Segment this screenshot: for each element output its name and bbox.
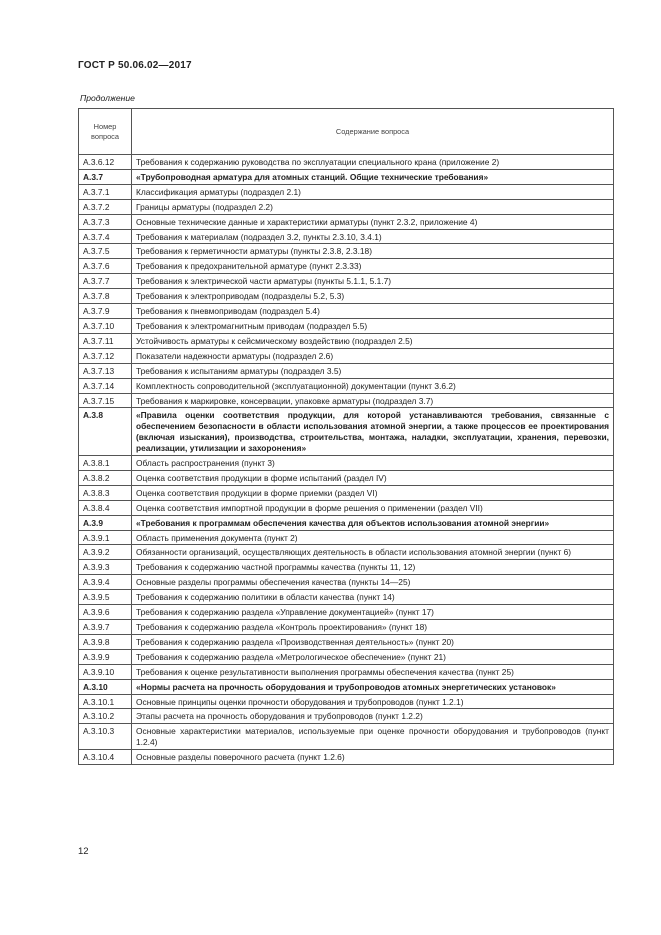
question-number: А.3.9.2 xyxy=(79,545,132,560)
question-number: А.3.7.15 xyxy=(79,393,132,408)
table-row xyxy=(79,515,614,530)
question-number: А.3.8.4 xyxy=(79,500,132,515)
table-row xyxy=(79,590,614,605)
table-row xyxy=(79,169,614,184)
table-row xyxy=(79,750,614,765)
question-content: Основные разделы программы обеспечения качества (пункты 14—25) xyxy=(132,575,614,590)
question-content: Требования к содержанию раздела «Контроль проектирования» (пункт 18) xyxy=(132,620,614,635)
question-number: А.3.10 xyxy=(79,679,132,694)
question-number: А.3.9.10 xyxy=(79,664,132,679)
question-content: Требования к электроприводам (подразделы 5.2, 5.3) xyxy=(132,289,614,304)
question-content: Оценка соответствия продукции в форме приемки (раздел VI) xyxy=(132,485,614,500)
table-row xyxy=(79,485,614,500)
table-body xyxy=(79,155,614,765)
question-content: «Нормы расчета на прочность оборудования и трубопроводов атомных энергетических установок» xyxy=(132,679,614,694)
question-number: А.3.7.3 xyxy=(79,214,132,229)
page-number: 12 xyxy=(78,846,89,857)
question-content: Основные характеристики материалов, используемые при оценке прочности оборудования и трубопроводов (пункт 1.2.4) xyxy=(132,724,614,750)
question-content: Показатели надежности арматуры (подраздел 2.6) xyxy=(132,348,614,363)
question-content: Основные разделы поверочного расчета (пункт 1.2.6) xyxy=(132,750,614,765)
question-number: А.3.9.9 xyxy=(79,649,132,664)
column-header-number: Номер вопроса xyxy=(79,109,132,155)
table-row xyxy=(79,333,614,348)
table-row xyxy=(79,530,614,545)
table-header-row xyxy=(79,109,614,155)
question-number: А.3.9.5 xyxy=(79,590,132,605)
question-content: Основные принципы оценки прочности оборудования и трубопроводов (пункт 1.2.1) xyxy=(132,694,614,709)
question-number: А.3.7.12 xyxy=(79,348,132,363)
question-content: Этапы расчета на прочность оборудования и трубопроводов (пункт 1.2.2) xyxy=(132,709,614,724)
question-number: А.3.7.7 xyxy=(79,274,132,289)
question-number: А.3.8.1 xyxy=(79,456,132,471)
question-number: А.3.8.3 xyxy=(79,485,132,500)
column-header-content: Содержание вопроса xyxy=(132,109,614,155)
table-row xyxy=(79,244,614,259)
table-row xyxy=(79,199,614,214)
question-number: А.3.9.8 xyxy=(79,634,132,649)
question-content: Требования к содержанию раздела «Управление документацией» (пункт 17) xyxy=(132,605,614,620)
question-content: «Правила оценки соответствия продукции, для которой устанавливаются требования, связанные с обеспечением безопасности в области использования атомной энергии, а также процессов ее проектирования (включая изыскания), производства, строительства, монтажа, наладки, эксплуатации, хранения, перевозки, реализации, утилизации и захоронения» xyxy=(132,408,614,456)
question-number: А.3.7.11 xyxy=(79,333,132,348)
table-row xyxy=(79,620,614,635)
question-number: А.3.10.3 xyxy=(79,724,132,750)
question-content: Требования к содержанию раздела «Метрологическое обеспечение» (пункт 21) xyxy=(132,649,614,664)
table-row xyxy=(79,259,614,274)
question-content: «Трубопроводная арматура для атомных станций. Общие технические требования» xyxy=(132,169,614,184)
question-content: Требования к электромагнитным приводам (подраздел 5.5) xyxy=(132,318,614,333)
question-content: Требования к оценке результативности выполнения программы обеспечения качества (пункт 25) xyxy=(132,664,614,679)
table-row xyxy=(79,575,614,590)
question-number: А.3.9.3 xyxy=(79,560,132,575)
table-row xyxy=(79,318,614,333)
questions-table-container xyxy=(78,108,614,765)
question-content: Область распространения (пункт 3) xyxy=(132,456,614,471)
table-row xyxy=(79,456,614,471)
question-content: Требования к электрической части арматуры (пункты 5.1.1, 5.1.7) xyxy=(132,274,614,289)
table-row xyxy=(79,679,614,694)
question-number: А.3.7.5 xyxy=(79,244,132,259)
table-row xyxy=(79,348,614,363)
question-number: А.3.8 xyxy=(79,408,132,456)
questions-table xyxy=(78,108,614,765)
table-row xyxy=(79,470,614,485)
question-number: А.3.9.1 xyxy=(79,530,132,545)
question-number: А.3.7.6 xyxy=(79,259,132,274)
question-content: Классификация арматуры (подраздел 2.1) xyxy=(132,184,614,199)
table-row xyxy=(79,649,614,664)
question-number: А.3.10.1 xyxy=(79,694,132,709)
question-number: А.3.7.4 xyxy=(79,229,132,244)
table-row xyxy=(79,664,614,679)
table-row xyxy=(79,545,614,560)
question-content: Основные технические данные и характеристики арматуры (пункт 2.3.2, приложение 4) xyxy=(132,214,614,229)
table-row xyxy=(79,694,614,709)
question-content: Требования к содержанию руководства по эксплуатации специального крана (приложение 2) xyxy=(132,155,614,170)
table-row xyxy=(79,155,614,170)
document-code: ГОСТ Р 50.06.02—2017 xyxy=(78,60,192,71)
question-content: Оценка соответствия продукции в форме испытаний (раздел IV) xyxy=(132,470,614,485)
question-content: Оценка соответствия импортной продукции в форме решения о применении (раздел VII) xyxy=(132,500,614,515)
table-row xyxy=(79,289,614,304)
table-row xyxy=(79,184,614,199)
question-content: Требования к испытаниям арматуры (подраздел 3.5) xyxy=(132,363,614,378)
question-number: А.3.9.4 xyxy=(79,575,132,590)
question-number: А.3.7.10 xyxy=(79,318,132,333)
table-row xyxy=(79,724,614,750)
question-content: Комплектность сопроводительной (эксплуатационной) документации (пункт 3.6.2) xyxy=(132,378,614,393)
continuation-label: Продолжение xyxy=(80,93,135,103)
table-row xyxy=(79,605,614,620)
question-number: А.3.8.2 xyxy=(79,470,132,485)
question-content: Обязанности организаций, осуществляющих деятельность в области использования атомной энергии (пункт 6) xyxy=(132,545,614,560)
question-content: Требования к материалам (подраздел 3.2, пункты 2.3.10, 3.4.1) xyxy=(132,229,614,244)
question-content: Требования к содержанию раздела «Производственная деятельность» (пункт 20) xyxy=(132,634,614,649)
question-number: А.3.10.2 xyxy=(79,709,132,724)
question-number: А.3.7.1 xyxy=(79,184,132,199)
table-row xyxy=(79,560,614,575)
table-row xyxy=(79,709,614,724)
table-row xyxy=(79,229,614,244)
table-row xyxy=(79,634,614,649)
question-content: Границы арматуры (подраздел 2.2) xyxy=(132,199,614,214)
question-number: А.3.9 xyxy=(79,515,132,530)
question-number: А.3.7.14 xyxy=(79,378,132,393)
table-row xyxy=(79,274,614,289)
table-row xyxy=(79,393,614,408)
question-number: А.3.7.8 xyxy=(79,289,132,304)
question-content: Область применения документа (пункт 2) xyxy=(132,530,614,545)
question-content: Требования к содержанию частной программы качества (пункты 11, 12) xyxy=(132,560,614,575)
question-number: А.3.7 xyxy=(79,169,132,184)
question-content: Требования к герметичности арматуры (пункты 2.3.8, 2.3.18) xyxy=(132,244,614,259)
question-number: А.3.7.2 xyxy=(79,199,132,214)
question-number: А.3.10.4 xyxy=(79,750,132,765)
question-number: А.3.7.13 xyxy=(79,363,132,378)
question-number: А.3.6.12 xyxy=(79,155,132,170)
table-row xyxy=(79,408,614,456)
question-number: А.3.7.9 xyxy=(79,304,132,319)
question-content: Требования к пневмоприводам (подраздел 5.4) xyxy=(132,304,614,319)
question-content: Устойчивость арматуры к сейсмическому воздействию (подраздел 2.5) xyxy=(132,333,614,348)
question-number: А.3.9.6 xyxy=(79,605,132,620)
table-row xyxy=(79,500,614,515)
table-row xyxy=(79,378,614,393)
question-content: Требования к маркировке, консервации, упаковке арматуры (подраздел 3.7) xyxy=(132,393,614,408)
question-number: А.3.9.7 xyxy=(79,620,132,635)
question-content: Требования к содержанию политики в области качества (пункт 14) xyxy=(132,590,614,605)
question-content: «Требования к программам обеспечения качества для объектов использования атомной энергии» xyxy=(132,515,614,530)
question-content: Требования к предохранительной арматуре (пункт 2.3.33) xyxy=(132,259,614,274)
table-row xyxy=(79,214,614,229)
table-row xyxy=(79,304,614,319)
table-row xyxy=(79,363,614,378)
